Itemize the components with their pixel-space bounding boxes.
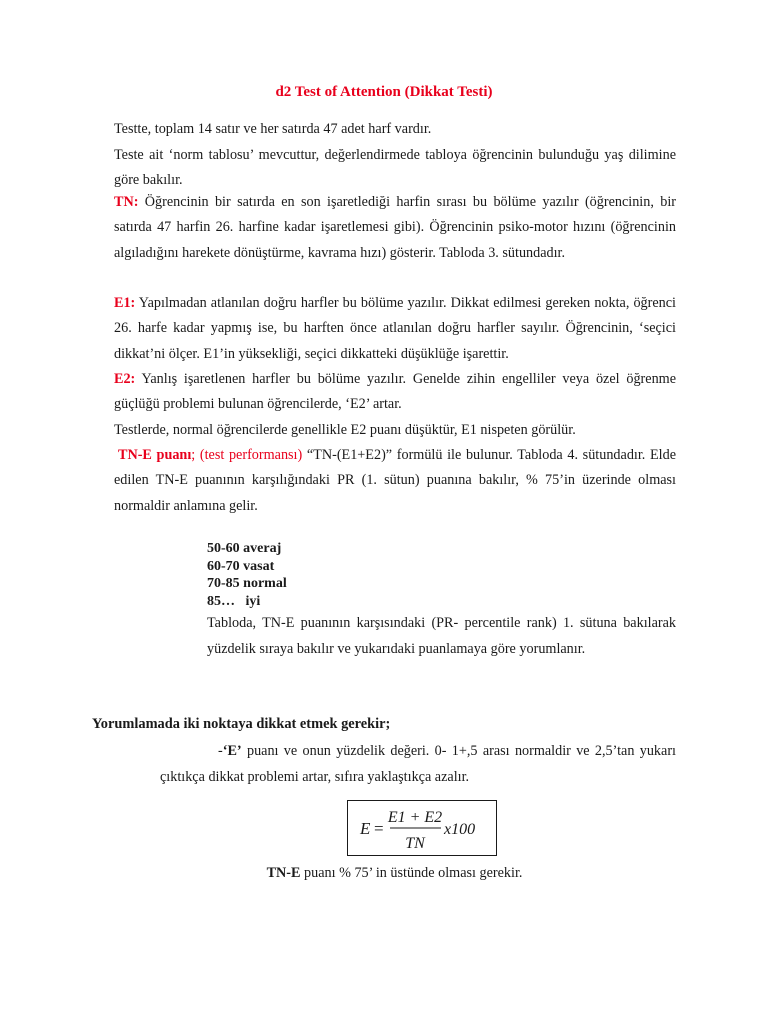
formula-lhs: E [360, 819, 371, 838]
e1-label: E1: [114, 295, 136, 311]
scale-item: 60-70 vasat [207, 558, 275, 574]
tne-paragraph [114, 443, 676, 519]
e-point-prefix: - [218, 743, 223, 759]
formula-box [347, 800, 497, 856]
tne-separator: ; [191, 447, 196, 463]
intro-paragraph-2: Teste ait ‘norm tablosu’ mevcuttur, değerlendirmede tabloya öğrencinin bulunduğu yaş dilimine göre bakılır. [114, 147, 676, 189]
scale-item: 70-85 normal [207, 576, 287, 591]
interpretation-heading: Yorumlamada iki noktaya dikkat etmek gerekir; [92, 716, 391, 732]
table-interpretation-note: Tabloda, TN-E puanının karşısındaki (PR- percentile rank) 1. sütuna bakılarak yüzdelik sıraya bakılır ve yukarıdaki puanlamaya göre yorumlanır. [207, 615, 676, 657]
tn-paragraph [114, 190, 676, 266]
e-point-label: ‘E’ [222, 743, 242, 759]
formula-suffix: x100 [444, 821, 476, 838]
tne-label: TN-E puanı [118, 447, 192, 463]
e-point-paragraph [160, 739, 676, 790]
e1-text: Yapılmadan atlanılan doğru harfler bu bölüme yazılır. Dikkat edilmesi gereken nokta, öğrenci 26. harfe kadar yapmış ise, bu harften önce atlanılan doğru harfler sayılır. Öğrencinin, ‘seçici dikkat’ni ölçer. E1’in yüksekliği, seçici dikkatteki düşüklüğe işarettir. [114, 295, 676, 362]
e1-paragraph [114, 291, 676, 367]
formula-numerator: E1 + E2 [387, 809, 443, 826]
tne-perf-label: (test performansı) [195, 447, 303, 463]
e2-label: E2: [114, 371, 136, 387]
formula-equals: = [374, 819, 384, 838]
normal-note-paragraph: Testlerde, normal öğrencilerde genellikle E2 puanı düşüktür, E1 nispeten görülür. [114, 422, 576, 438]
e-point-text: puanı ve onun yüzdelik değeri. 0- 1+,5 arası normaldir ve 2,5’tan yukarı çıktıkça dikkat problemi artar, sıfıra yaklaştıkça azalır. [160, 743, 676, 785]
final-text: puanı % 75’ in üstünde olması gerekir. [300, 865, 523, 881]
scale-item: 50-60 averaj [207, 541, 282, 556]
tn-label: TN: [114, 194, 139, 210]
tn-text: Öğrencinin bir satırda en son işaretlediği harfin sırası bu bölüme yazılır (öğrencinin, bir satırda 47 harfin 26. harfine kadar işaretlemesi gibi). Öğrencinin psiko-motor hızını (öğrencinin algıladığını harekete dönüştürme, kavrama hızı) gösterir. Tabloda 3. sütundadır. [114, 194, 676, 261]
score-scale-list [207, 540, 287, 610]
final-label: TN-E [266, 865, 301, 881]
intro-paragraph-1: Testte, toplam 14 satır ve her satırda 47 adet harf vardır. [114, 121, 432, 137]
formula-svg [348, 801, 496, 855]
e2-text: Yanlış işaretlenen harfler bu bölüme yazılır. Genelde zihin engelliler veya özel öğrenme güçlüğü problemi bulunan öğrencilerde, ‘E2’ artar. [114, 371, 676, 413]
formula-denominator: TN [405, 835, 425, 852]
page-title: d2 Test of Attention (Dikkat Testi) [275, 84, 493, 100]
e2-paragraph [114, 367, 676, 418]
final-statement [0, 865, 768, 882]
scale-item: 85… iyi [207, 593, 261, 609]
tne-text: “TN-(E1+E2)” formülü ile bulunur. Tabloda 4. sütundadır. Elde edilen TN-E puanının karşılığındaki PR (1. sütun) puanına bakılır, % 75’in üzerinde olması normaldir anlamına gelir. [114, 447, 676, 514]
